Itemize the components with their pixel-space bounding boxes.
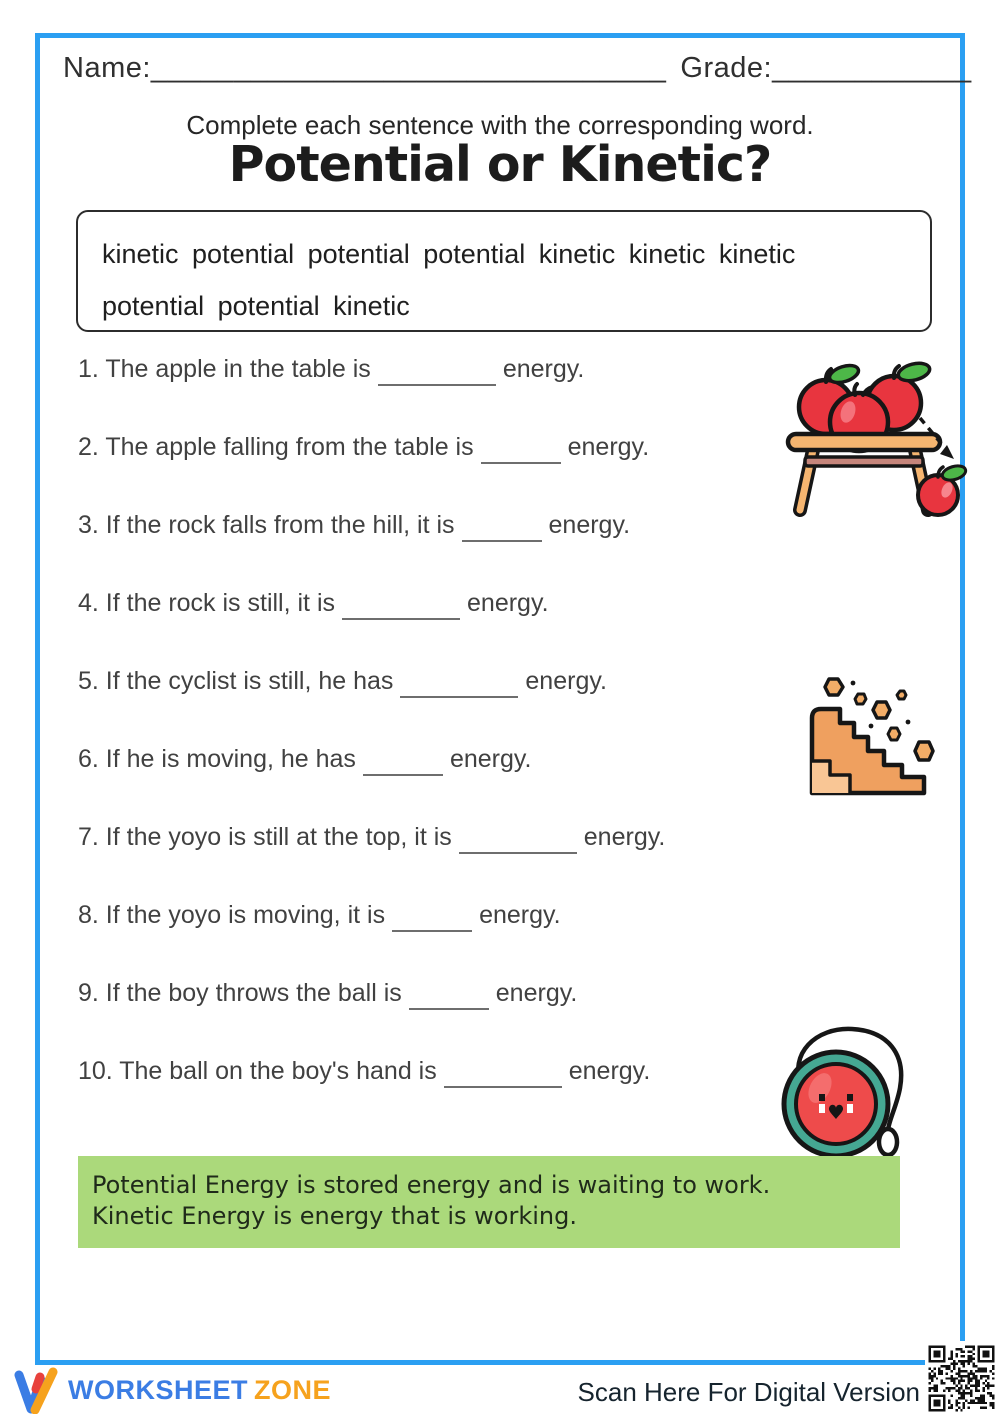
question-text: 4. If the rock is still, it is: [78, 589, 336, 617]
answer-blank-3[interactable]: [462, 526, 542, 542]
question-row-1: [78, 354, 838, 386]
question-text-after: energy.: [568, 1057, 651, 1085]
question-text: 2. The apple falling from the table is: [78, 433, 474, 461]
answer-blank-5[interactable]: [400, 682, 518, 698]
question-row-6: [78, 744, 838, 776]
word-bank-box: [76, 210, 932, 332]
question-list: [78, 354, 838, 1134]
answer-blank-10[interactable]: [444, 1072, 562, 1088]
question-text-after: energy.: [502, 355, 585, 383]
word-bank-line-1: kinetic potential potential potential kinetic kinetic kinetic: [102, 239, 796, 269]
note-line-1: Potential Energy is stored energy and is waiting to work.: [92, 1171, 771, 1199]
question-row-2: [78, 432, 838, 464]
question-text: 3. If the rock falls from the hill, it is: [78, 511, 455, 539]
question-text-after: energy.: [467, 589, 549, 617]
instruction-text: Complete each sentence with the corresponding word.: [186, 110, 814, 140]
note-line-2: Kinetic Energy is energy that is working.: [92, 1202, 577, 1230]
brand-name: [68, 1375, 331, 1406]
question-text-after: energy.: [525, 667, 607, 695]
brand-zone: ZONE: [254, 1374, 332, 1405]
question-row-7: [78, 822, 838, 854]
answer-blank-8[interactable]: [392, 916, 472, 932]
question-text-after: energy.: [479, 901, 561, 929]
question-row-10: [78, 1056, 838, 1088]
grade-label: Grade:: [680, 52, 773, 84]
rockslide-icon: [800, 672, 948, 798]
name-fill-line[interactable]: _______________________________: [150, 52, 667, 84]
question-row-8: [78, 900, 838, 932]
question-row-9: [78, 978, 838, 1010]
question-text: 1. The apple in the table is: [78, 355, 371, 383]
answer-blank-7[interactable]: [459, 838, 577, 854]
note-box: [78, 1156, 900, 1248]
question-row-4: [78, 588, 838, 620]
question-text-after: energy.: [548, 511, 631, 539]
answer-blank-9[interactable]: [409, 994, 489, 1010]
question-text-after: energy.: [583, 823, 666, 851]
word-bank-line-2: potential potential kinetic: [102, 291, 410, 321]
grade-fill-line[interactable]: ____________: [772, 52, 972, 84]
question-text: 8. If the yoyo is moving, it is: [78, 901, 386, 929]
question-text: 10. The ball on the boy's hand is: [78, 1057, 437, 1085]
question-text: 9. If the boy throws the ball is: [78, 979, 402, 1007]
question-text: 6. If he is moving, he has: [78, 745, 356, 773]
apples-on-table-icon: [782, 360, 972, 520]
header-row: [63, 52, 972, 85]
answer-blank-6[interactable]: [363, 760, 443, 776]
brand-worksheet: WORKSHEET: [68, 1374, 248, 1405]
answer-blank-4[interactable]: [342, 604, 460, 620]
question-text-after: energy.: [449, 745, 532, 773]
question-row-5: [78, 666, 838, 698]
answer-blank-2[interactable]: [481, 448, 561, 464]
question-text-after: energy.: [567, 433, 650, 461]
yoyo-icon: [776, 1020, 944, 1162]
scan-here-text: Scan Here For Digital Version: [577, 1377, 920, 1407]
page-title: Potential or Kinetic?: [228, 136, 772, 193]
question-text: 5. If the cyclist is still, he has: [78, 667, 394, 695]
answer-blank-1[interactable]: [378, 370, 496, 386]
name-label: Name:: [63, 52, 151, 84]
worksheetzone-w-icon: [14, 1366, 60, 1414]
question-text-after: energy.: [495, 979, 578, 1007]
question-text: 7. If the yoyo is still at the top, it is: [78, 823, 452, 851]
brand-logo: [14, 1366, 331, 1414]
question-row-3: [78, 510, 838, 542]
qr-code: [925, 1341, 998, 1416]
